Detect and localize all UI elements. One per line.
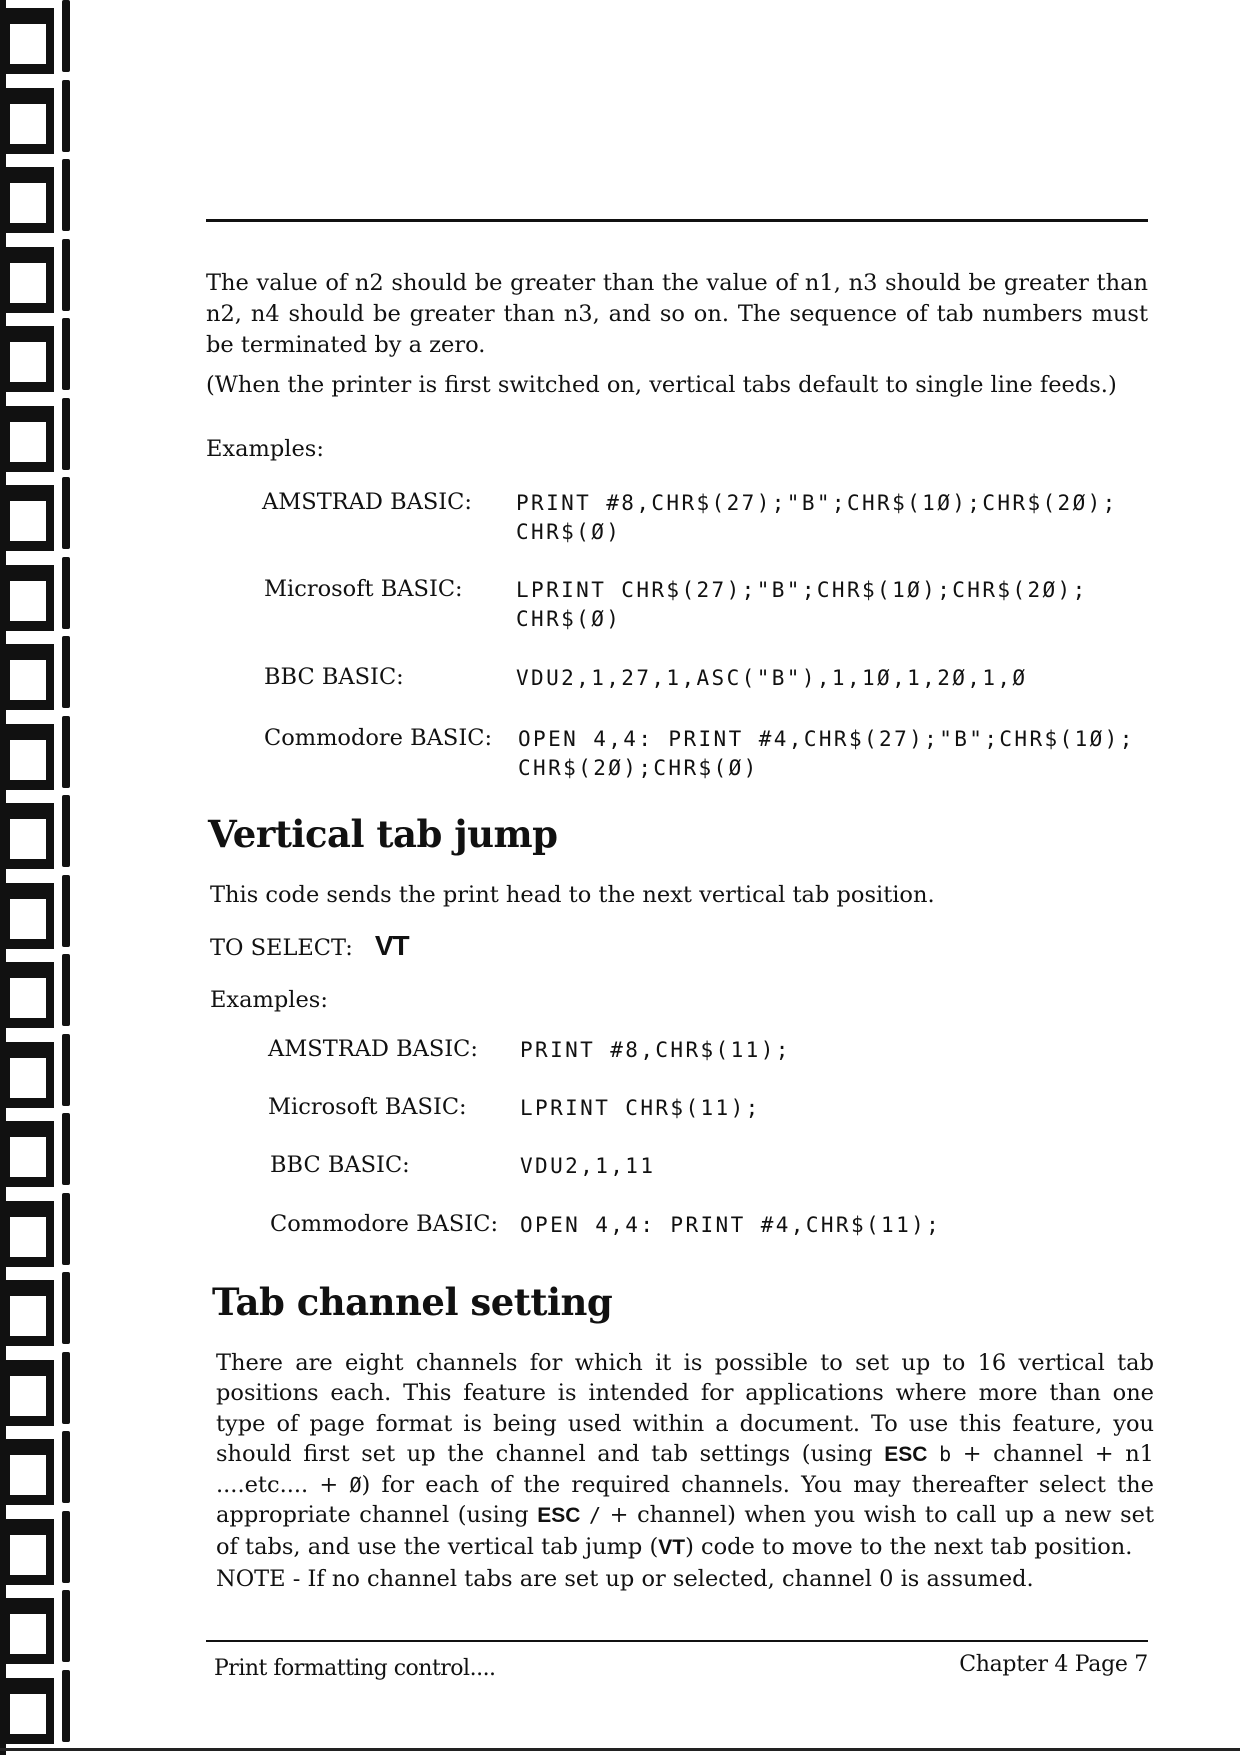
- binding-loop: [0, 80, 74, 160]
- examples-label: Examples:: [206, 436, 324, 462]
- example-label: Microsoft BASIC:: [264, 576, 463, 602]
- page-edge: [0, 1748, 1240, 1751]
- example-label: AMSTRAD BASIC:: [268, 1036, 478, 1062]
- examples-label: Examples:: [210, 987, 328, 1013]
- body-text: There are eight channels for which it is possible to set up to 16 vertical tab positions each. This feature is intended for applications where more than one type of page format is being used within a document. To use this feature, you should first set up the channel and tab settings (using: [216, 1350, 1154, 1467]
- example-code: OPEN 4,4: PRINT #4,CHR$(27);"B";CHR$(1Ø); CHR$(2Ø);CHR$(Ø): [518, 727, 1135, 780]
- binding-loop: [0, 795, 74, 875]
- binding-loop: [0, 1511, 74, 1591]
- spiral-binding: [0, 0, 80, 1755]
- section-heading-vertical-tab-jump: Vertical tab jump: [208, 812, 558, 856]
- to-select-key: VT: [374, 930, 409, 961]
- example-code: VDU2,1,11: [520, 1154, 656, 1178]
- example-label: BBC BASIC:: [264, 664, 404, 690]
- binding-loop: [0, 1352, 74, 1432]
- binding-loop: [0, 398, 74, 478]
- binding-loop: [0, 1193, 74, 1273]
- note-paragraph: NOTE - If no channel tabs are set up or selected, channel 0 is assumed.: [216, 1566, 1034, 1592]
- binding-loop: [0, 318, 74, 398]
- binding-loop: [0, 1670, 74, 1750]
- code-zero: Ø: [349, 1473, 362, 1498]
- binding-loop: [0, 1113, 74, 1193]
- body-text: + channel) when you wish to call up a new set of tabs, and use the vertical tab jump (: [216, 1502, 1155, 1560]
- vt-key: VT: [658, 1535, 686, 1559]
- binding-loop: [0, 954, 74, 1034]
- tab-channel-paragraph: [216, 1348, 1154, 1563]
- binding-loop: [0, 636, 74, 716]
- example-label: Commodore BASIC:: [264, 725, 493, 751]
- default-note-paragraph: (When the printer is first switched on, vertical tabs default to single line feeds.): [206, 372, 1117, 398]
- binding-loop: [0, 1272, 74, 1352]
- to-select-line: [210, 930, 409, 962]
- binding-loop: [0, 0, 74, 80]
- footer-section-title: Print formatting control....: [214, 1656, 496, 1681]
- section-heading-tab-channel-setting: Tab channel setting: [212, 1280, 613, 1324]
- binding-loop: [0, 239, 74, 319]
- to-select-label: TO SELECT:: [210, 935, 353, 961]
- binding-loop: [0, 557, 74, 637]
- example-code: LPRINT CHR$(11);: [520, 1096, 761, 1120]
- binding-loop: [0, 716, 74, 796]
- binding-loop: [0, 1590, 74, 1670]
- body-text: + channel + n1 ....etc.... +: [216, 1440, 1154, 1499]
- example-code: PRINT #8,CHR$(27);"B";CHR$(1Ø);CHR$(2Ø); CHR$(Ø): [516, 491, 1118, 544]
- example-label: Commodore BASIC:: [270, 1211, 499, 1237]
- code-slash: /: [589, 1503, 602, 1528]
- example-code: PRINT #8,CHR$(11);: [520, 1038, 791, 1062]
- binding-loop: [0, 1034, 74, 1114]
- footer-rule: [206, 1640, 1148, 1642]
- binding-loop: [0, 159, 74, 239]
- intro-paragraph: The value of n2 should be greater than the value of n1, n3 should be greater than n2, n4 should be greater than n3, and so on. The sequence of tab numbers must be terminated by a zero.: [206, 270, 1148, 358]
- binding-loop: [0, 875, 74, 955]
- body-text: ) for each of the required channels. You may thereafter select the appropriate channel (using: [216, 1472, 1154, 1529]
- esc-key: ESC: [537, 1504, 581, 1528]
- code-b: b: [939, 1441, 952, 1466]
- footer-page-number: Chapter 4 Page 7: [959, 1652, 1148, 1677]
- top-rule: [206, 219, 1148, 222]
- example-code: LPRINT CHR$(27);"B";CHR$(1Ø);CHR$(2Ø); CHR$(Ø): [516, 578, 1088, 631]
- example-code: OPEN 4,4: PRINT #4,CHR$(11);: [520, 1213, 942, 1237]
- example-label: BBC BASIC:: [270, 1152, 410, 1178]
- example-label: Microsoft BASIC:: [268, 1094, 467, 1120]
- binding-loop: [0, 1431, 74, 1511]
- example-code: VDU2,1,27,1,ASC("B"),1,1Ø,1,2Ø,1,Ø: [516, 666, 1028, 690]
- binding-loop: [0, 477, 74, 557]
- example-label: AMSTRAD BASIC:: [262, 489, 472, 515]
- vertical-tab-jump-description: This code sends the print head to the next vertical tab position.: [210, 882, 935, 908]
- body-text: ) code to move to the next tab position.: [685, 1533, 1133, 1560]
- esc-key: ESC: [884, 1442, 928, 1466]
